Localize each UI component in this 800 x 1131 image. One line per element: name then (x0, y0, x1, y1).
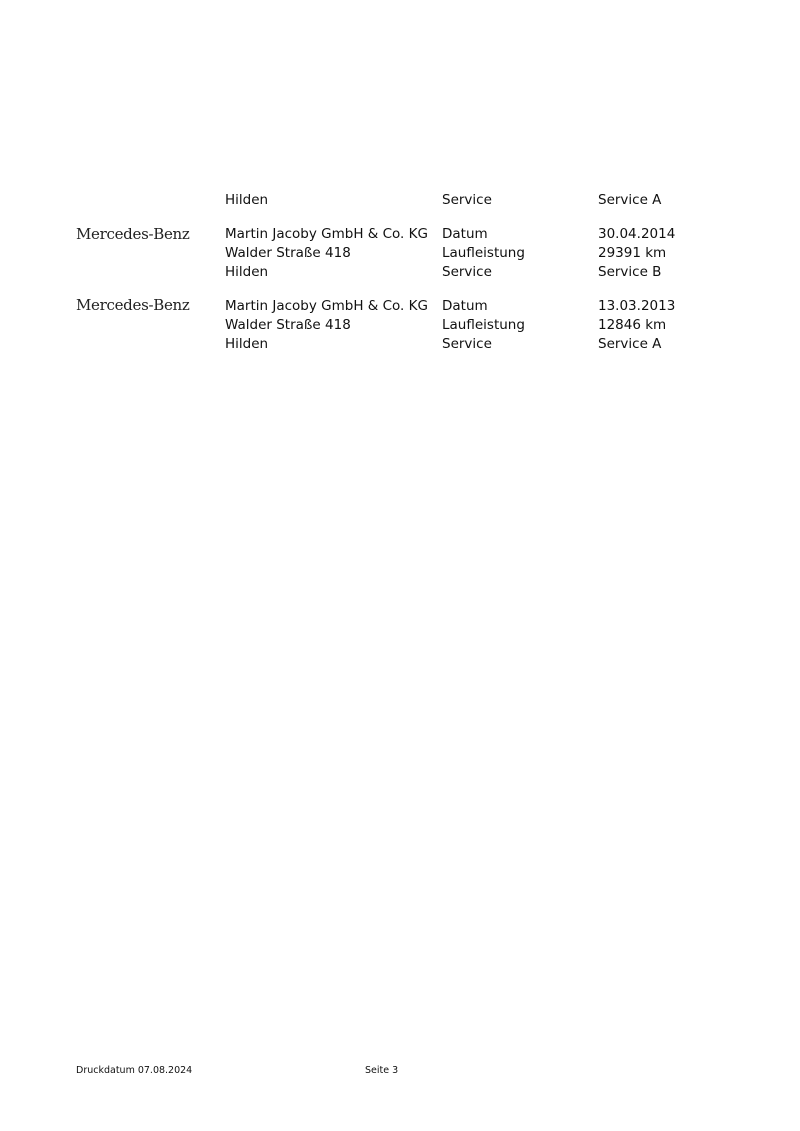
field-value-date: 13.03.2013 (598, 298, 676, 314)
address-city: Hilden (225, 336, 269, 352)
mercedes-benz-logo: Mercedes-Benz (76, 225, 190, 243)
address-city: Hilden (225, 264, 269, 280)
service-entry-row (0, 263, 800, 282)
field-label-date: Datum (442, 226, 488, 242)
field-value-mileage: 29391 km (598, 245, 667, 261)
service-entry-continued-row (0, 191, 800, 210)
field-label-service: Service (442, 264, 492, 280)
page-number: Seite 3 (365, 1065, 399, 1076)
address-city: Hilden (225, 192, 269, 208)
field-value-date: 30.04.2014 (598, 226, 676, 242)
field-value-service: Service A (598, 192, 662, 208)
address-street: Walder Straße 418 (225, 317, 351, 333)
field-value-service: Service B (598, 264, 662, 280)
address-street: Walder Straße 418 (225, 245, 351, 261)
service-entry-row (0, 297, 800, 316)
service-entry-row (0, 335, 800, 354)
field-value-service: Service A (598, 336, 662, 352)
field-value-mileage: 12846 km (598, 317, 667, 333)
service-entry-row (0, 244, 800, 263)
dealer-name: Martin Jacoby GmbH & Co. KG (225, 298, 428, 314)
dealer-name: Martin Jacoby GmbH & Co. KG (225, 226, 428, 242)
mercedes-benz-logo: Mercedes-Benz (76, 296, 190, 314)
service-entry-row (0, 225, 800, 244)
field-label-date: Datum (442, 298, 488, 314)
field-label-service: Service (442, 192, 492, 208)
field-label-mileage: Laufleistung (442, 317, 525, 333)
field-label-service: Service (442, 336, 492, 352)
service-entry-row (0, 316, 800, 335)
field-label-mileage: Laufleistung (442, 245, 525, 261)
print-date: Druckdatum 07.08.2024 (76, 1065, 193, 1076)
